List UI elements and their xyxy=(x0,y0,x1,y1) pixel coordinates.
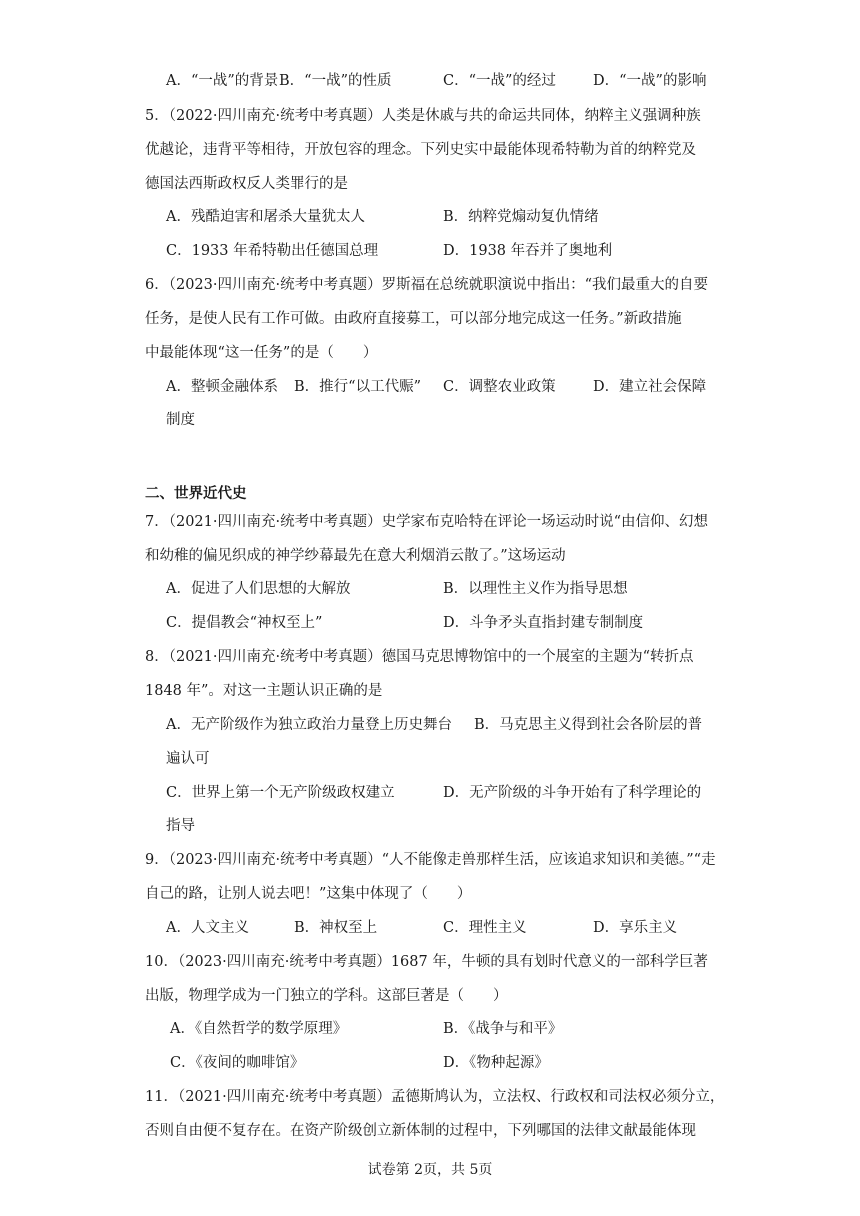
q6-option-b: B．推行“以工代赈” xyxy=(294,379,421,395)
q8-option-c: C．世界上第一个无产阶级政权建立 xyxy=(166,785,395,801)
q6-stem-line-3: 中最能体现“这一任务”的是（ ） xyxy=(145,345,378,361)
q5-option-c: C．1933 年希特勒出任德国总理 xyxy=(166,243,379,259)
q5-stem-line-3: 德国法西斯政权反人类罪行的是 xyxy=(145,176,348,192)
q10-option-a: A．《自然哲学的数学原理》 xyxy=(170,1021,348,1037)
q4-option-a: A．“一战”的背景 xyxy=(166,73,279,89)
q4-option-c: C．“一战”的经过 xyxy=(443,73,556,89)
q7-option-b: B．以理性主义作为指导思想 xyxy=(443,581,628,597)
q5-stem-line-2: 优越论，违背平等相待，开放包容的理念。下列史实中最能体现希特勒为首的纳粹党及 xyxy=(145,142,696,158)
q8-option-d-wrap: 指导 xyxy=(166,818,195,834)
page-footer: 试卷第 2页，共 5页 xyxy=(367,1162,493,1178)
q9-stem-line-1: 9．（2023·四川南充·统考中考真题）“人不能像走兽那样生活，应该追求知识和美德。”“走 xyxy=(145,852,716,868)
q5-option-d: D．1938 年吞并了奥地利 xyxy=(443,243,613,259)
q8-stem-line-1: 8．（2021·四川南充·统考中考真题）德国马克思博物馆中的一个展室的主题为“转折点 xyxy=(145,649,694,665)
q6-stem-line-1: 6．（2023·四川南充·统考中考真题）罗斯福在总统就职演说中指出：“我们最重大的自要 xyxy=(145,277,709,293)
q9-option-a: A．人文主义 xyxy=(166,920,249,936)
q9-option-c: C．理性主义 xyxy=(443,920,527,936)
q9-option-d: D．享乐主义 xyxy=(593,920,678,936)
section-heading: 二、世界近代史 xyxy=(145,486,247,502)
q8-option-d: D．无产阶级的斗争开始有了科学理论的 xyxy=(443,785,702,801)
q4-option-d: D．“一战”的影响 xyxy=(593,73,707,89)
q8-option-a: A．无产阶级作为独立政治力量登上历史舞台 xyxy=(166,717,452,733)
q7-option-c: C．提倡教会“神权至上” xyxy=(166,615,323,631)
q5-stem-line-1: 5．（2022·四川南充·统考中考真题）人类是休戚与共的命运共同体，纳粹主义强调种族 xyxy=(145,108,701,124)
q6-option-c: C．调整农业政策 xyxy=(443,379,556,395)
q10-option-c: C．《夜间的咖啡馆》 xyxy=(170,1055,305,1071)
q8-stem-line-2: 1848 年”。对这一主题认识正确的是 xyxy=(145,683,383,699)
q4-option-b: B．“一战”的性质 xyxy=(279,73,392,89)
q7-stem-line-1: 7．（2021·四川南充·统考中考真题）史学家布克哈特在评论一场运动时说“由信仰、幻想 xyxy=(145,514,709,530)
q6-option-d: D．建立社会保障 xyxy=(593,379,707,395)
q9-option-b: B．神权至上 xyxy=(294,920,378,936)
q7-stem-line-2: 和幼稚的偏见织成的神学纱幕最先在意大利烟消云散了。”这场运动 xyxy=(145,548,566,564)
q10-option-b: B．《战争与和平》 xyxy=(443,1021,563,1037)
q5-option-a: A．残酷迫害和屠杀大量犹太人 xyxy=(166,209,365,225)
q10-stem-line-1: 10．（2023·四川南充·统考中考真题）1687 年，牛顿的具有划时代意义的一部科学巨著 xyxy=(145,954,708,970)
q7-option-a: A．促进了人们思想的大解放 xyxy=(166,581,351,597)
q8-option-b: B．马克思主义得到社会各阶层的普 xyxy=(474,717,703,733)
q6-option-d-wrap: 制度 xyxy=(166,412,195,428)
q7-option-d: D．斗争矛头直指封建专制制度 xyxy=(443,615,644,631)
q10-stem-line-2: 出版，物理学成为一门独立的学科。这部巨著是（ ） xyxy=(145,988,508,1004)
q5-option-b: B．纳粹党煽动复仇情绪 xyxy=(443,209,599,225)
q11-stem-line-2: 否则自由便不复存在。在资产阶级创立新体制的过程中，下列哪国的法律文献最能体现 xyxy=(145,1123,696,1139)
q11-stem-line-1: 11．（2021·四川南充·统考中考真题）孟德斯鸠认为，立法权、行政权和司法权必须分立， xyxy=(145,1089,725,1105)
q6-stem-line-2: 任务，是使人民有工作可做。由政府直接募工，可以部分地完成这一任务。”新政措施 xyxy=(145,311,682,327)
q9-stem-line-2: 自己的路，让别人说去吧！”这集中体现了（ ） xyxy=(145,886,472,902)
q6-option-a: A．整顿金融体系 xyxy=(166,379,278,395)
q8-option-b-wrap: 遍认可 xyxy=(166,751,210,767)
q10-option-d: D．《物种起源》 xyxy=(443,1055,549,1071)
